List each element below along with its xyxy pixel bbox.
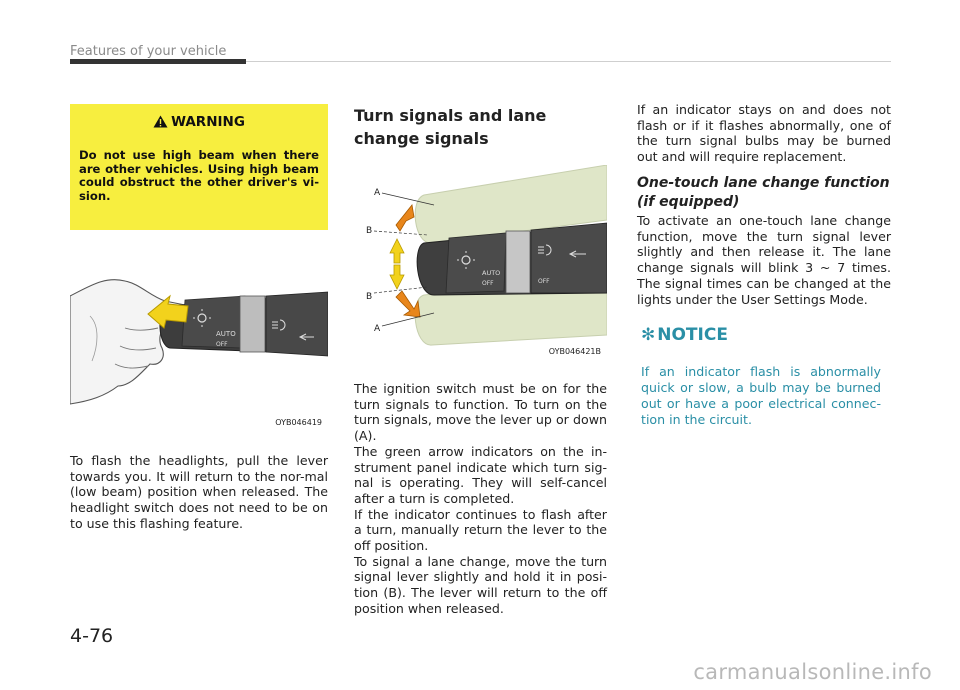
- turn-signals-heading: Turn signals and lane change signals: [354, 106, 547, 148]
- callout-a-top: A: [374, 188, 381, 198]
- onetouch-heading: One-touch lane change function (if equipped): [637, 175, 890, 210]
- figure2-label: OYB046421B: [548, 347, 601, 356]
- notice-text: If an indicator flash is abnormally quick or slow, a bulb may be burned out or have a poor electrical connec-tion in the circuit.: [641, 364, 881, 427]
- page-number: 4-76: [70, 625, 114, 647]
- turn-signals-paragraph-4: To signal a lane change, move the turn signal lever slightly and hold it in posi-tion (B). The lever will return to the off position when released.: [354, 553, 607, 616]
- switch-auto-label: AUTO: [216, 330, 236, 338]
- switch-off-label-3: OFF: [538, 278, 550, 285]
- indicator-intro-text: If an indicator stays on and does not flash or if it flashes abnormally, one of the turn signal bulbs may be burned out and will require replacement.: [637, 102, 891, 165]
- header-bar: [70, 59, 246, 64]
- notice-title: NOTICE: [657, 325, 728, 345]
- section-header: Features of your vehicle: [70, 44, 227, 59]
- callout-b-top: B: [366, 226, 373, 236]
- lane-change-down-arrow-icon: [396, 291, 420, 317]
- notice-star-icon: ✻: [641, 325, 656, 345]
- warning-box: [70, 104, 328, 230]
- lane-change-up-arrow-icon: [396, 205, 414, 231]
- headlight-flash-illustration: [70, 236, 328, 431]
- notice-title-row: [641, 325, 728, 345]
- callout-a-bottom: A: [374, 324, 381, 334]
- warning-title-row: [70, 114, 328, 132]
- warning-title: WARNING: [171, 114, 245, 130]
- switch-off-label: OFF: [216, 341, 228, 348]
- headlight-flash-text: To flash the headlights, pull the lever towards you. It will return to the nor-mal (low beam) position when released. The headlight switch does not need to be on to use this flashing feature.: [70, 453, 328, 531]
- turn-signals-text: [354, 381, 607, 617]
- warning-text: Do not use high beam when there are other vehicles. Using high beam could obstruct the other driver's vi-sion.: [79, 148, 319, 203]
- figure1-label: OYB046419: [275, 418, 322, 427]
- turn-signal-figure: [354, 165, 607, 360]
- headlight-flash-figure: [70, 236, 328, 431]
- switch-auto-label-2: AUTO: [482, 269, 501, 277]
- warning-triangle-icon: [153, 115, 168, 132]
- watermark: carmanualsonline.info: [693, 660, 932, 684]
- turn-signals-paragraph-2: The green arrow indicators on the in-strument panel indicate which turn sig-nal is operating. They will self-cancel after a turn is completed.: [354, 443, 607, 506]
- header-rule: [246, 61, 891, 62]
- turn-up-arrow-icon: [390, 239, 404, 263]
- callout-b-bottom: B: [366, 292, 373, 302]
- turn-signal-illustration: [354, 165, 607, 360]
- turn-signals-paragraph-1: The ignition switch must be on for the turn signals to function. To turn on the turn signals, move the lever up or down (A).: [354, 381, 607, 444]
- turn-down-arrow-icon: [390, 265, 404, 289]
- onetouch-text: To activate an one-touch lane change function, move the turn signal lever slightly and then release it. The lane change signals will blink 3 ~ 7 times. The signal times can be changed at the lights under the User Settings Mode.: [637, 213, 891, 307]
- turn-signals-paragraph-3: If the indicator continues to flash after a turn, manually return the lever to the off position.: [354, 506, 607, 554]
- switch-off-label-2: OFF: [482, 280, 494, 287]
